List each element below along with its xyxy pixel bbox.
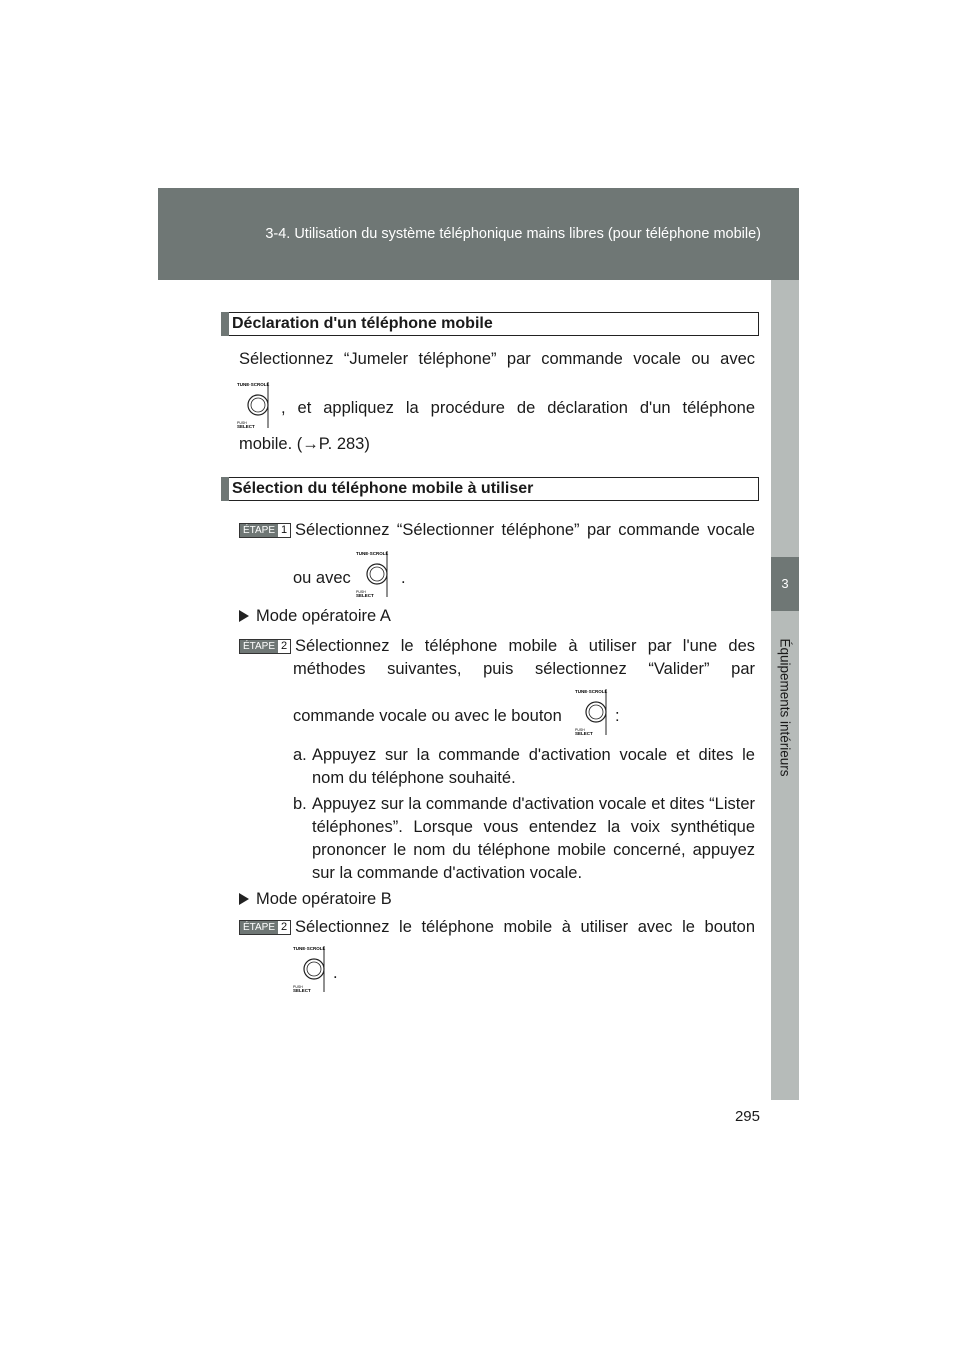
- knob-push-label: PUSH: [575, 728, 585, 732]
- step-number: 1: [280, 524, 288, 536]
- option-letter: b.: [293, 795, 307, 813]
- section-heading-selection: [221, 477, 759, 501]
- step-label: ÉTAPE: [240, 640, 278, 653]
- knob-bottom-label: SELECT: [293, 988, 311, 993]
- tune-scroll-knob-icon: [292, 944, 330, 994]
- knob-push-label: PUSH: [356, 590, 366, 594]
- paragraph-line: , et appliquez la procédure de déclaration d'un téléphone: [281, 399, 755, 417]
- step-text-line: Sélectionnez “Sélectionner téléphone” par commande vocale: [295, 521, 755, 539]
- knob-bottom-label: SELECT: [575, 731, 593, 736]
- knob-bottom-label: SELECT: [237, 424, 255, 429]
- step-number: 2: [280, 921, 288, 933]
- step-text-line: .: [401, 569, 406, 587]
- step-number: 2: [280, 640, 288, 652]
- step-text-line: commande vocale ou avec le bouton: [293, 707, 562, 725]
- knob-top-label: TUNE·SCROLL: [293, 946, 326, 951]
- knob-top-label: TUNE·SCROLL: [237, 382, 270, 387]
- step-text-line: méthodes suivantes, puis sélectionnez “Valider” par: [293, 660, 755, 678]
- step-text-line: .: [333, 964, 338, 982]
- knob-push-label: PUSH: [293, 985, 303, 989]
- knob-top-label: TUNE·SCROLL: [575, 689, 608, 694]
- step-text-line: Sélectionnez le téléphone mobile à utiliser avec le bouton: [295, 918, 755, 936]
- tune-scroll-knob-icon: [355, 549, 393, 599]
- section-heading-text: Sélection du téléphone mobile à utiliser: [232, 480, 534, 497]
- arrow-right-icon: →: [302, 435, 319, 453]
- triangle-bullet-icon: [239, 610, 249, 622]
- knob-top-label: TUNE·SCROLL: [356, 551, 389, 556]
- tune-scroll-knob-icon: [574, 687, 612, 737]
- step-text-line: Sélectionnez le téléphone mobile à utiliser par l'une des: [295, 637, 755, 655]
- step-badge: [239, 523, 291, 538]
- chapter-label: Équipements intérieurs: [777, 638, 793, 777]
- step-label: ÉTAPE: [240, 524, 278, 537]
- knob-push-label: PUSH: [237, 421, 247, 425]
- option-letter: a.: [293, 746, 307, 764]
- step-badge: [239, 639, 291, 654]
- chapter-number-tab: 3: [771, 557, 799, 611]
- page-number: 295: [734, 1108, 760, 1125]
- step-text-line: ou avec: [293, 569, 351, 587]
- option-text: Appuyez sur la commande d'activation vocale et dites le nom du téléphone souhaité.: [312, 746, 755, 787]
- mode-heading: Mode opératoire B: [256, 890, 392, 908]
- step-label: ÉTAPE: [240, 921, 278, 934]
- text: mobile. (: [239, 435, 303, 453]
- paragraph-line: Sélectionnez “Jumeler téléphone” par commande vocale ou avec: [239, 350, 755, 368]
- page-reference-link[interactable]: P. 283): [318, 435, 370, 453]
- chapter-header: [158, 188, 799, 280]
- tune-scroll-knob-icon: [236, 380, 274, 430]
- triangle-bullet-icon: [239, 893, 249, 905]
- option-text: Appuyez sur la commande d'activation vocale et dites “Lister téléphones”. Lorsque vous entendez la voix synthétique prononcer le nom du téléphone mobile concerné, appuyez sur la commande d'activation vocale.: [312, 795, 755, 882]
- section-heading-text: Déclaration d'un téléphone mobile: [232, 315, 493, 332]
- paragraph-line: [239, 433, 370, 455]
- knob-bottom-label: SELECT: [356, 593, 374, 598]
- section-heading-declaration: [221, 312, 759, 336]
- step-badge: [239, 920, 291, 935]
- chapter-title: 3-4. Utilisation du système téléphonique mains libres (pour téléphone mobile): [265, 226, 761, 242]
- step-text-line: :: [615, 707, 620, 725]
- mode-heading: Mode opératoire A: [256, 607, 391, 625]
